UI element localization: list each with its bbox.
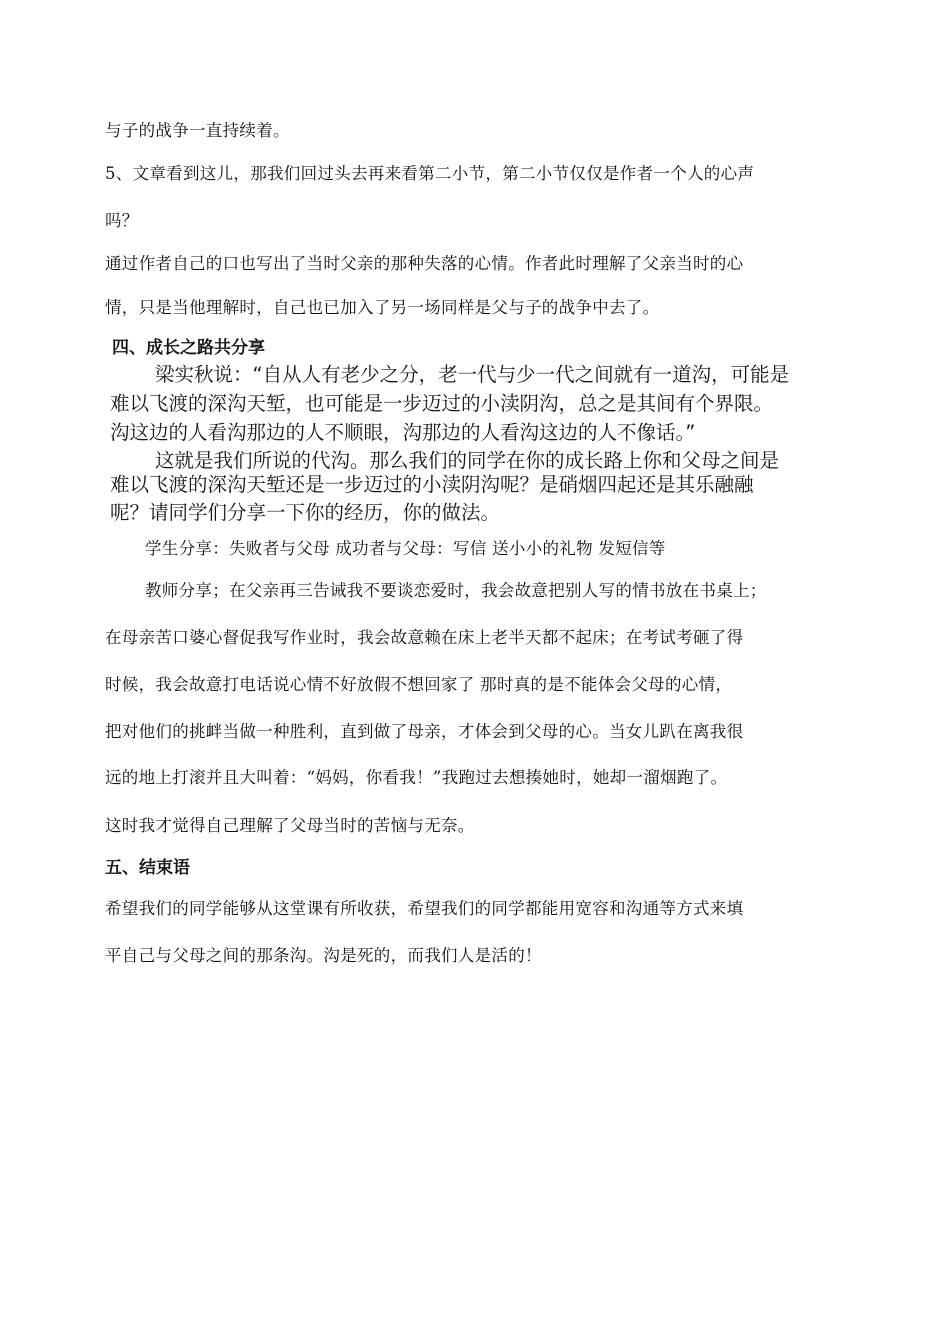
- closing-line: 希望我们的同学能够从这堂课有所收获，希望我们的同学都能用宽容和沟通等方式来填: [105, 899, 744, 918]
- answer-line: 通过作者自己的口也写出了当时父亲的那种失落的心情。作者此时理解了父亲当时的心: [105, 254, 744, 273]
- teacher-share-line: 时候，我会故意打电话说心情不好放假不想回家了 那时真的是不能体会父母的心情，: [105, 675, 733, 694]
- quote-line: 沟这边的人看沟那边的人不顺眼，沟那边的人看沟这边的人不像话。”: [110, 421, 696, 444]
- teacher-share-line: 这时我才觉得自己理解了父母当时的苦恼与无奈。: [105, 816, 475, 835]
- section-heading-4: 四、成长之路共分享: [112, 338, 265, 358]
- answer-line: 情，只是当他理解时，自己也已加入了另一场同样是父与子的战争中去了。: [105, 298, 660, 317]
- teacher-share-line: 教师分享；在父亲再三告诫我不要谈恋爱时，我会故意把别人写的情书放在书桌上；: [145, 581, 767, 600]
- quote-line: 梁实秋说：“自从人有老少之分，老一代与少一代之间就有一道沟，可能是: [155, 363, 790, 386]
- quote-line: 呢？请同学们分享一下你的经历，你的做法。: [110, 501, 501, 524]
- student-share: 学生分享：失败者与父母 成功者与父母：写信 送小小的礼物 发短信等: [145, 539, 666, 558]
- teacher-share-line: 把对他们的挑衅当做一种胜利，直到做了母亲，才体会到父母的心。当女儿趴在离我很: [105, 722, 744, 741]
- quote-line: 难以飞渡的深沟天堑，也可能是一步迈过的小渎阴沟，总之是其间有个界限。: [110, 392, 774, 415]
- teacher-share-line: 在母亲苦口婆心督促我写作业时，我会故意赖在床上老半天都不起床；在考试考砸了得: [105, 628, 744, 647]
- question-5-end: 吗？: [105, 211, 139, 230]
- closing-line: 平自己与父母之间的那条沟。沟是死的，而我们人是活的！: [105, 946, 542, 965]
- question-5: 5、文章看到这儿，那我们回过头去再来看第二小节，第二小节仅仅是作者一个人的心声: [105, 164, 755, 183]
- section-heading-5: 五、结束语: [105, 858, 190, 878]
- quote-line: 难以飞渡的深沟天堑还是一步迈过的小渎阴沟呢？是硝烟四起还是其乐融融: [110, 473, 754, 496]
- teacher-share-line: 远的地上打滚并且大叫着：“妈妈，你看我！”我跑过去想揍她时，她却一溜烟跑了。: [105, 768, 728, 787]
- paragraph-line: 与子的战争一直持续着。: [105, 121, 290, 140]
- quote-line: 这就是我们所说的代沟。那么我们的同学在你的成长路上你和父母之间是: [155, 449, 780, 472]
